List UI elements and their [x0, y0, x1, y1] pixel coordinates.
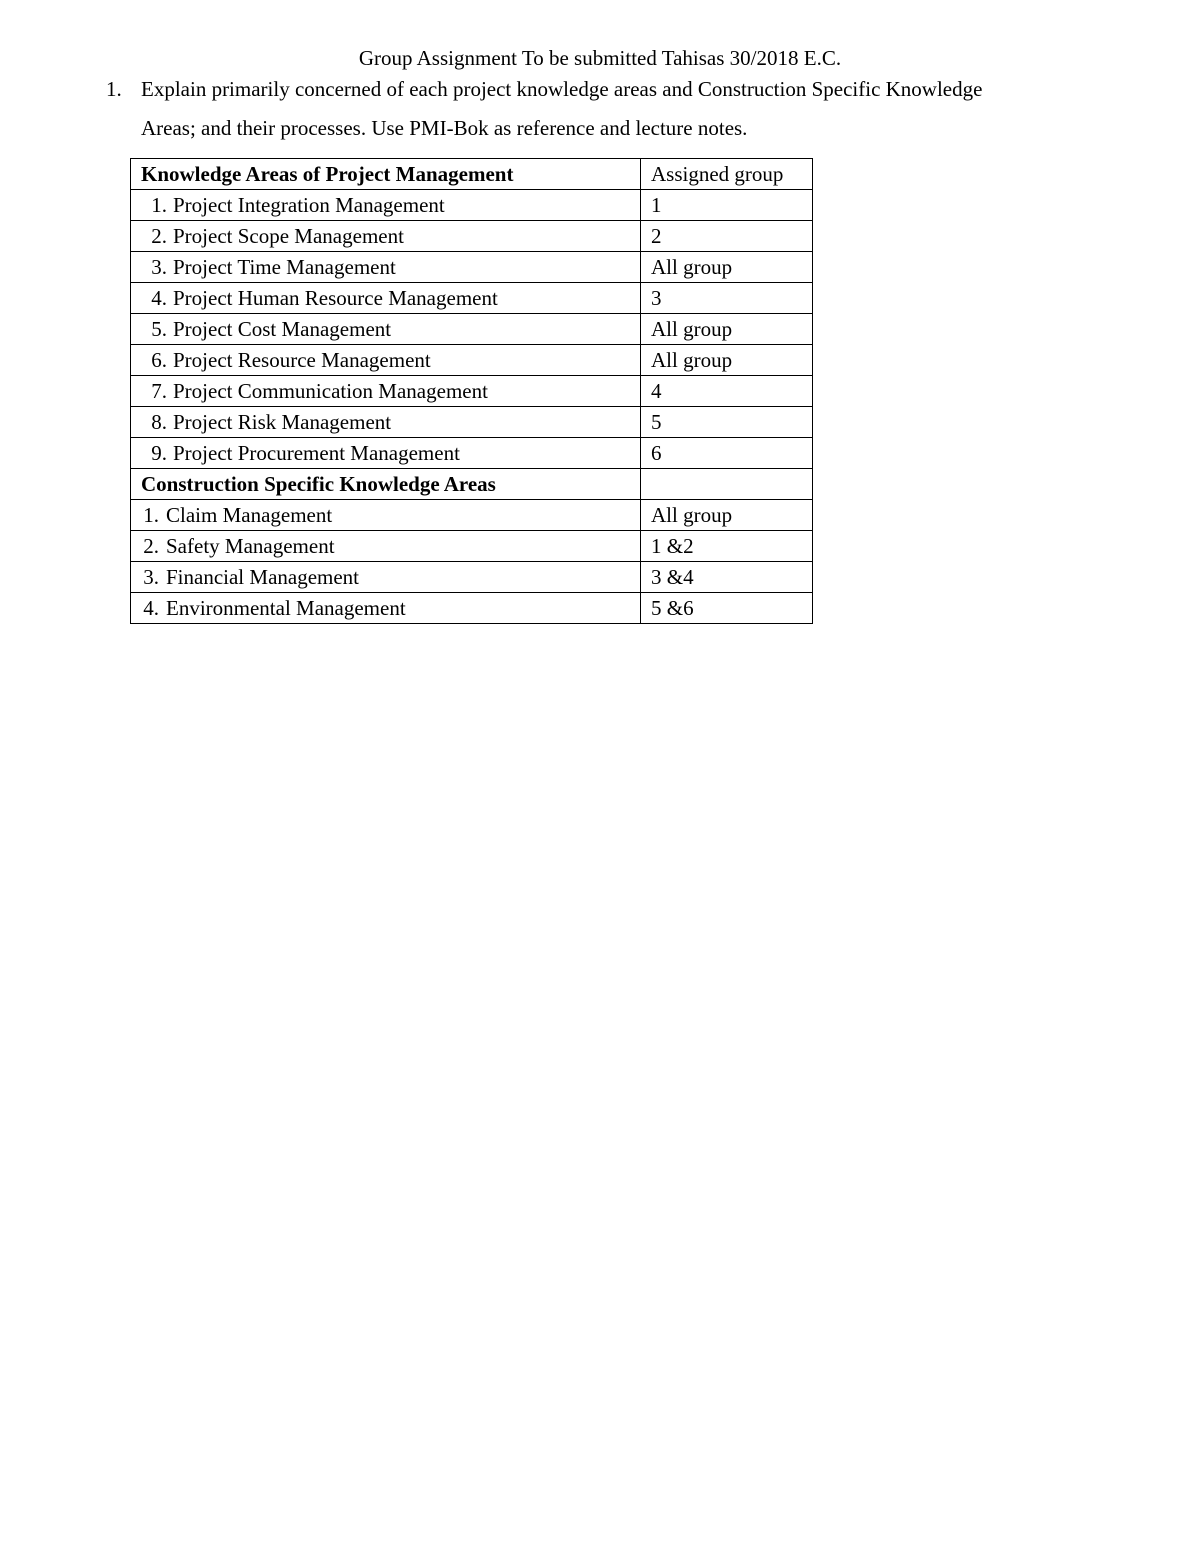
- question-text-line-2: Areas; and their processes. Use PMI-Bok as reference and lecture notes.: [141, 116, 748, 140]
- assigned-group-cell: All group: [641, 500, 813, 531]
- assigned-group-cell: 5: [641, 407, 813, 438]
- area-number: 4.: [151, 286, 167, 310]
- header-assigned-group: Assigned group: [641, 159, 813, 190]
- area-cell: [131, 252, 641, 283]
- area-number: 3.: [151, 255, 167, 279]
- table-row: [131, 438, 813, 469]
- question-number: 1.: [106, 77, 122, 101]
- table-row: [131, 345, 813, 376]
- table-row: [131, 593, 813, 624]
- area-cell: [131, 531, 641, 562]
- assigned-group-cell: 3: [641, 283, 813, 314]
- area-cell: [131, 190, 641, 221]
- area-number: 9.: [151, 441, 167, 465]
- area-name: Project Risk Management: [173, 410, 392, 434]
- area-cell: [131, 314, 641, 345]
- area-cell: [131, 562, 641, 593]
- area-number: 7.: [151, 379, 167, 403]
- area-cell: [131, 221, 641, 252]
- area-name: Project Communication Management: [173, 379, 488, 403]
- assigned-group-cell: 6: [641, 438, 813, 469]
- assigned-group-cell: All group: [641, 345, 813, 376]
- area-cell: [131, 500, 641, 531]
- table-row: [131, 531, 813, 562]
- assigned-group-cell: All group: [641, 314, 813, 345]
- area-cell: [131, 376, 641, 407]
- area-number: 6.: [151, 348, 167, 372]
- question-text-line-1: Explain primarily concerned of each project knowledge areas and Construction Specific Knowledge: [141, 77, 983, 101]
- assigned-group-cell: 5 &6: [641, 593, 813, 624]
- area-cell: [131, 283, 641, 314]
- document-title: Group Assignment To be submitted Tahisas 30/2018 E.C.: [358, 46, 842, 70]
- area-name: Project Time Management: [173, 255, 396, 279]
- area-name: Project Procurement Management: [173, 441, 460, 465]
- area-name: Project Human Resource Management: [173, 286, 498, 310]
- area-number: 2.: [143, 534, 159, 558]
- area-cell: [131, 593, 641, 624]
- knowledge-areas-table: [130, 158, 813, 624]
- area-number: 4.: [143, 596, 159, 620]
- area-number: 8.: [151, 410, 167, 434]
- table-row: [131, 283, 813, 314]
- area-number: 2.: [151, 224, 167, 248]
- area-number: 5.: [151, 317, 167, 341]
- area-cell: [131, 407, 641, 438]
- table-row: [131, 190, 813, 221]
- table-row: [131, 376, 813, 407]
- assigned-group-cell: 4: [641, 376, 813, 407]
- area-cell: [131, 438, 641, 469]
- area-name: Environmental Management: [166, 596, 406, 620]
- table-row: [131, 221, 813, 252]
- assigned-group-cell: 1 &2: [641, 531, 813, 562]
- table-row: [131, 252, 813, 283]
- assigned-group-cell: 1: [641, 190, 813, 221]
- area-name: Project Resource Management: [173, 348, 431, 372]
- area-name: Claim Management: [166, 503, 333, 527]
- header-construction-areas: Construction Specific Knowledge Areas: [131, 469, 641, 500]
- area-name: Financial Management: [166, 565, 360, 589]
- area-name: Project Cost Management: [173, 317, 392, 341]
- construction-header-group-cell: [641, 469, 813, 500]
- table-row: [131, 500, 813, 531]
- area-cell: [131, 345, 641, 376]
- area-number: 1.: [151, 193, 167, 217]
- area-name: Project Scope Management: [173, 224, 404, 248]
- header-knowledge-areas: Knowledge Areas of Project Management: [131, 159, 641, 190]
- assigned-group-cell: 2: [641, 221, 813, 252]
- area-number: 1.: [143, 503, 159, 527]
- assigned-group-cell: All group: [641, 252, 813, 283]
- table-row: [131, 407, 813, 438]
- area-name: Project Integration Management: [173, 193, 445, 217]
- table-row: [131, 314, 813, 345]
- area-name: Safety Management: [166, 534, 335, 558]
- assigned-group-cell: 3 &4: [641, 562, 813, 593]
- table-row: [131, 562, 813, 593]
- area-number: 3.: [143, 565, 159, 589]
- table-header-row: [131, 159, 813, 190]
- question-text: [141, 75, 1106, 153]
- construction-header-row: [131, 469, 813, 500]
